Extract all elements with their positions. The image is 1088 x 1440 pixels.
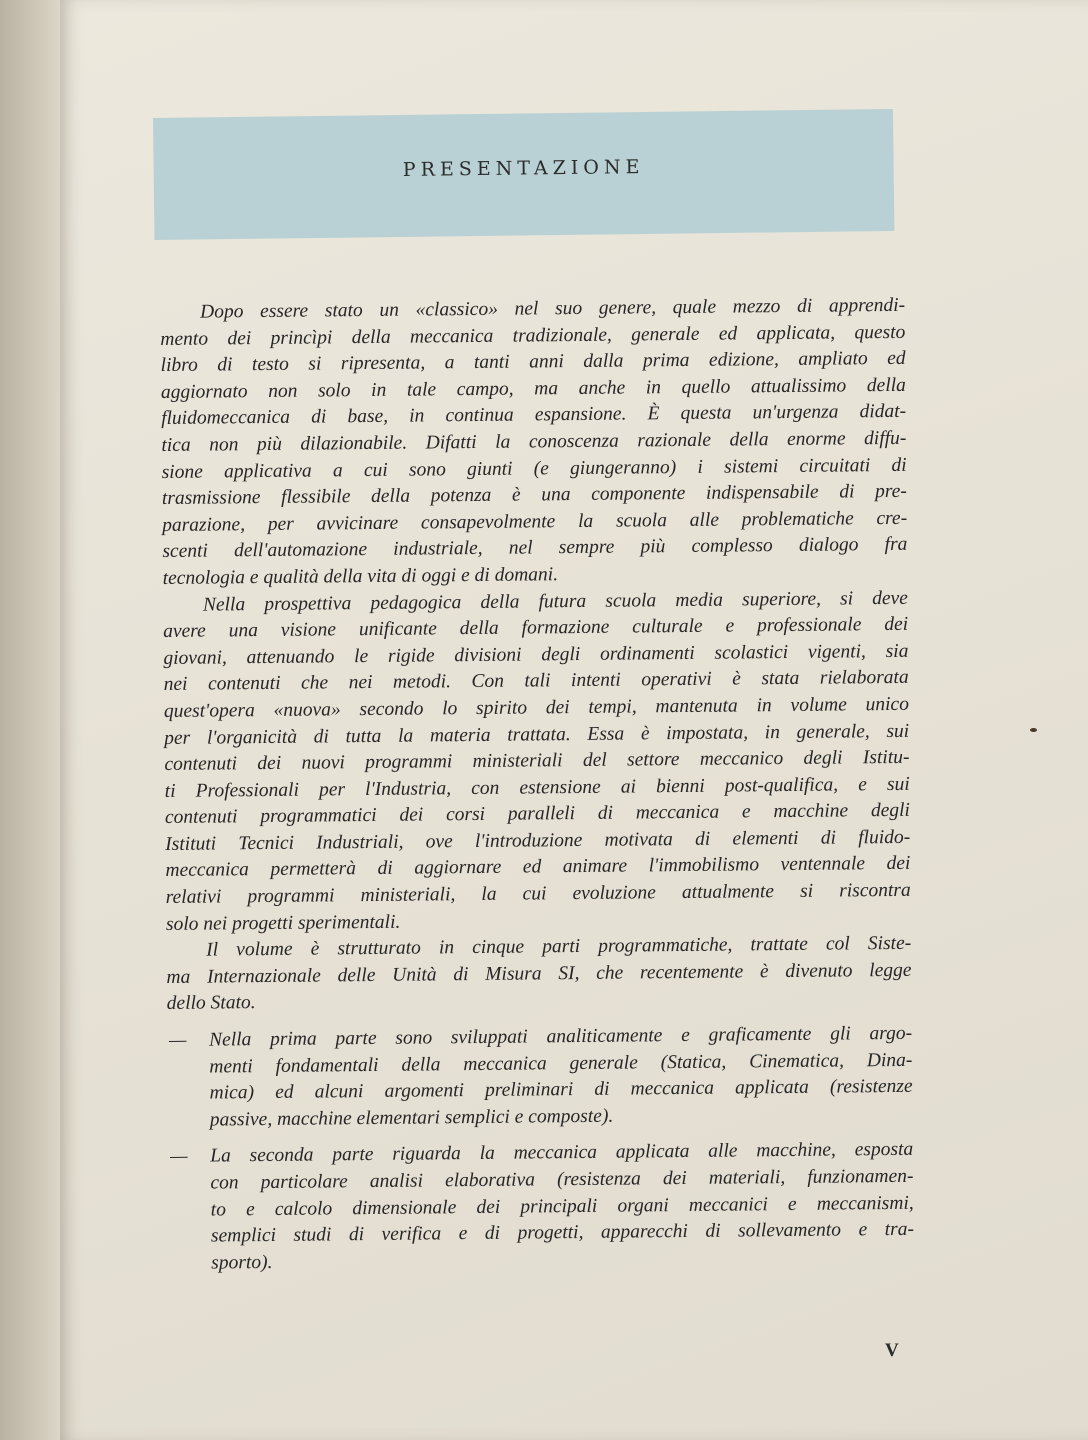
text-line: giovani, attenuando le rigide divisioni degli ordinamenti scolastici vigenti, sia xyxy=(163,640,909,669)
text-line: relativi programmi ministeriali, la cui evoluzione attualmente si riscontra xyxy=(165,879,911,909)
text-line: avere una visione unificante della formazione culturale e professionale dei xyxy=(163,613,909,643)
text-line: trasmissione flessibile della potenza è una componente indispensabile di pre- xyxy=(161,480,907,510)
text-line: contenuti dei nuovi programmi ministeriali del settore meccanico degli Istitu- xyxy=(164,746,910,776)
text-line: fluidomeccanica di base, in continua espansione. È questa un'urgenza didat- xyxy=(161,401,907,430)
text-line: libro di testo si ripresenta, a tanti anni dalla prima edizione, ampliato ed xyxy=(160,348,906,377)
paragraph-volume xyxy=(166,931,912,1018)
bullet-item-seconda-parte xyxy=(168,1137,914,1277)
section-header-band xyxy=(153,109,894,240)
text-line: contenuti programmatici dei corsi paralleli di meccanica e macchine degli xyxy=(164,800,911,829)
text-line: quest'opera «nuova» secondo lo spirito dei tempi, mantenuta in volume unico xyxy=(163,693,910,722)
paragraph-intro xyxy=(160,293,908,593)
text-line: Dopo essere stato un «classico» nel suo genere, quale mezzo di apprendi- xyxy=(200,294,906,323)
text-line: ma Internazionale delle Unità di Misura SI, che recentemente è divenuto legge xyxy=(166,959,912,988)
text-line: sione applicativa a cui sono giunti (e giungeranno) i sistemi circuitati di xyxy=(161,454,907,483)
dash-marker: — xyxy=(170,1146,188,1168)
text-line: mica) ed alcuni argomenti preliminari di meccanica applicata (resistenze xyxy=(209,1076,913,1104)
paragraph-prospettiva xyxy=(163,585,911,938)
text-line: Istituti Tecnici Industriali, ove l'introduzione motivata di elementi di fluido- xyxy=(165,826,911,855)
text-line: Il volume è strutturato in cinque parti programmatiche, trattate col Siste- xyxy=(206,933,912,961)
text-line: menti fondamentali della meccanica generale (Statica, Cinematica, Dina- xyxy=(209,1049,913,1078)
text-line: dello Stato. xyxy=(166,992,256,1015)
text-line: nei contenuti che nei metodi. Con tali intenti operativi è stata rielaborata xyxy=(163,667,909,696)
text-line: con particolare analisi elaborativa (resistenza dei materiali, funzionamen- xyxy=(210,1165,914,1194)
text-line: tecnologia e qualità della vita di oggi e di domani. xyxy=(162,564,559,589)
text-line: passive, macchine elementari semplici e composte). xyxy=(209,1105,614,1131)
text-line: semplici studi di verifica e di progetti, apparecchi di sollevamento e tra- xyxy=(210,1218,915,1247)
text-line: parazione, per avvicinare consapevolmente la scuola alle problematiche cre- xyxy=(162,507,908,536)
text-line: Nella prima parte sono sviluppati analiticamente e graficamente gli argo- xyxy=(209,1022,913,1051)
text-line: per l'organicità di tutta la materia trattata. Essa è impostata, in generale, sui xyxy=(164,720,910,749)
section-title: PRESENTAZIONE xyxy=(402,156,645,181)
text-line: sporto). xyxy=(211,1251,273,1274)
text-line: scenti dell'automazione industriale, nel sempre più complesso dialogo fra xyxy=(162,534,908,563)
text-line: solo nei progetti sperimentali. xyxy=(165,911,401,935)
text-line: to e calcolo dimensionale dei principali organi meccanici e meccanismi, xyxy=(210,1192,914,1221)
text-line: meccanica permetterà di aggiornare ed animare l'immobilismo ventennale dei xyxy=(165,853,911,882)
text-line: tica non più dilazionabile. Difatti la conoscenza razionale della enorme diffu- xyxy=(161,427,907,456)
dash-marker: — xyxy=(169,1029,187,1051)
page-number: V xyxy=(885,1340,899,1361)
text-line: aggiornato non solo in tale campo, ma anche in quello attualissimo della xyxy=(160,374,906,403)
text-line: ti Professionali per l'Industria, con estensione ai bienni post-qualifica, e sui xyxy=(164,773,910,802)
body-text xyxy=(160,293,914,1277)
text-line: Nella prospettiva pedagogica della futura scuola media superiore, si deve xyxy=(202,587,908,616)
text-line: mento dei princìpi della meccanica tradizionale, generale ed applicata, questo xyxy=(160,321,906,350)
bullet-item-prima-parte xyxy=(167,1021,913,1135)
paper-speck xyxy=(1030,728,1037,732)
text-line: La seconda parte riguarda la meccanica applicata alle macchine, esposta xyxy=(210,1139,914,1167)
